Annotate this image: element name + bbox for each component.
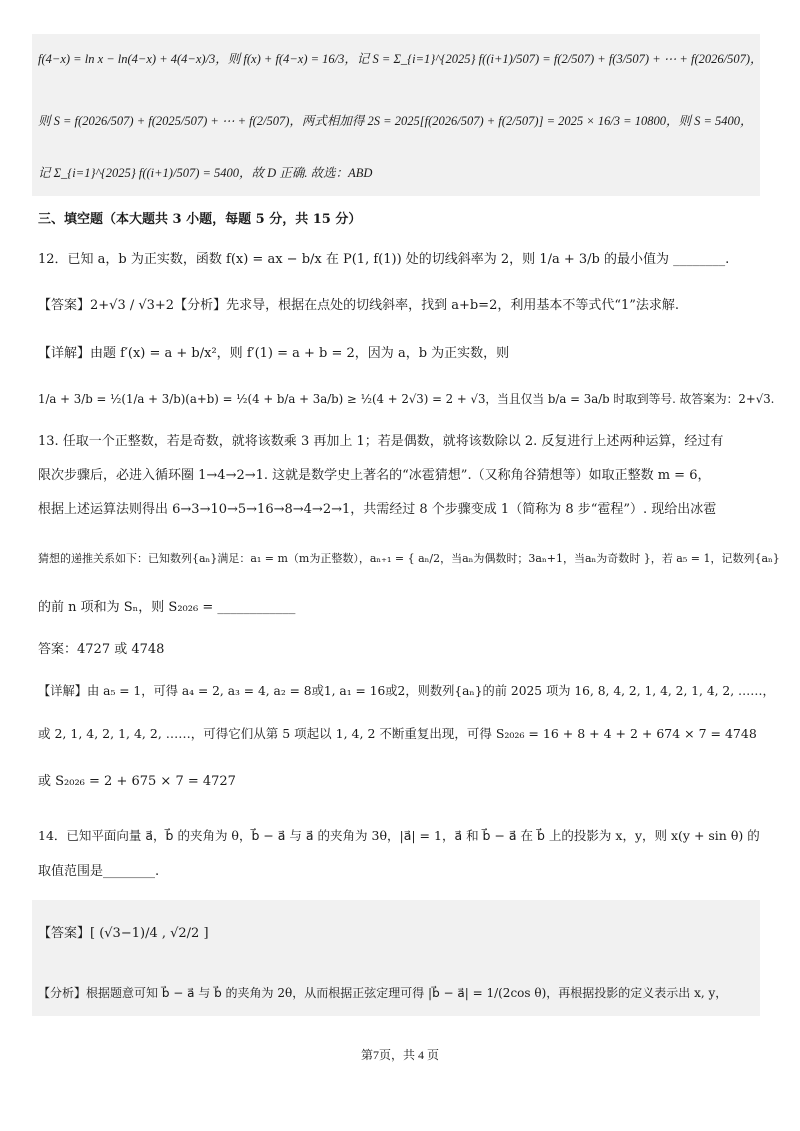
- section-heading: 三、填空题（本大题共 3 小题，每题 5 分，共 15 分）: [38, 212, 362, 227]
- q13-line-5: 的前 n 项和为 Sₙ，则 S₂₀₂₆ = ____________: [38, 600, 296, 615]
- q13-line-2: 限次步骤后，必进入循环圈 1→4→2→1. 这就是数学史上著名的“冰雹猜想”.（又称角谷猜想等）如取正整数 m = 6，: [38, 468, 711, 483]
- q12-answer: 【答案】2+√3 / √3+2【分析】先求导，根据在点处的切线斜率，找到 a+b=2，利用基本不等式代“1”法求解.: [38, 298, 680, 313]
- q13-line-4: 猜想的递推关系如下：已知数列{aₙ}满足：a₁ = m（m为正整数），aₙ₊₁ = { aₙ/2，当aₙ为偶数时；3aₙ+1，当aₙ为奇数时 }，若 a₅ = 1，记数列{aₙ}: [38, 552, 780, 565]
- continuation-line-3: 记 Σ_{i=1}^{2025} f((i+1)/507) = 5400，故 D 正确. 故选：ABD: [38, 166, 373, 180]
- q12-question: 12．已知 a，b 为正实数，函数 f(x) = ax − b/x 在 P(1, f(1)) 处的切线斜率为 2，则 1/a + 3/b 的最小值为 ________.: [38, 252, 730, 267]
- continuation-line-1: f(4−x) = ln x − ln(4−x) + 4(4−x)/3，则 f(x) + f(4−x) = 16/3，记 S = Σ_{i=1}^{2025} f((i+1)/507) = f(2/507) + f(3/507) + ⋯ + f(2026/507)，: [38, 52, 763, 66]
- q13-detail-3: 或 S₂₀₂₆ = 2 + 675 × 7 = 4727: [38, 774, 236, 789]
- page-footer: 第7页，共 4 页: [360, 1048, 439, 1062]
- q14-answer: 【答案】[ (√3−1)/4 , √2/2 ]: [38, 926, 209, 941]
- q14-line-2: 取值范围是________.: [38, 864, 160, 879]
- q13-detail-1: 【详解】由 a₅ = 1，可得 a₄ = 2, a₃ = 4, a₂ = 8或1, a₁ = 16或2，则数列{aₙ}的前 2025 项为 16, 8, 4, 2, 1, 4, 2, 1, 4, 2, ……，: [38, 684, 775, 698]
- q13-line-1: 13. 任取一个正整数，若是奇数，就将该数乘 3 再加上 1；若是偶数，就将该数除以 2. 反复进行上述两种运算，经过有: [38, 434, 724, 449]
- q14-line-1: 14．已知平面向量 a⃗，b⃗ 的夹角为 θ，b⃗ − a⃗ 与 a⃗ 的夹角为 3θ，|a⃗| = 1，a⃗ 和 b⃗ − a⃗ 在 b⃗ 上的投影为 x，y，则 x(y + sin θ) 的: [38, 828, 760, 843]
- continuation-line-2: 则 S = f(2026/507) + f(2025/507) + ⋯ + f(2/507)，两式相加得 2S = 2025[f(2026/507) + f(2/507)] = 2025 × 16/3 = 10800，则 S = 5400，: [38, 114, 753, 128]
- q13-line-3: 根据上述运算法则得出 6→3→10→5→16→8→4→2→1，共需经过 8 个步骤变成 1（简称为 8 步“雹程”）. 现给出冰雹: [38, 502, 717, 517]
- q12-detail-1: 【详解】由题 f′(x) = a + b/x²，则 f′(1) = a + b = 2，因为 a，b 为正实数，则: [38, 346, 510, 361]
- q13-answer: 答案：4727 或 4748: [38, 642, 165, 657]
- q13-detail-2: 或 2, 1, 4, 2, 1, 4, 2, ……，可得它们从第 5 项起以 1, 4, 2 不断重复出现，可得 S₂₀₂₆ = 16 + 8 + 4 + 2 + 674 × 7 = 4748: [38, 726, 757, 741]
- q12-detail-2: 1/a + 3/b = ½(1/a + 3/b)(a+b) = ½(4 + b/a + 3a/b) ≥ ½(4 + 2√3) = 2 + √3，当且仅当 b/a = 3a/b 时取到等号. 故答案为：2+√3.: [38, 392, 775, 406]
- q14-analysis: 【分析】根据题意可知 b⃗ − a⃗ 与 b⃗ 的夹角为 2θ，从而根据正弦定理可得 |b⃗ − a⃗| = 1/(2cos θ)，再根据投影的定义表示出 x, y，: [38, 986, 728, 1000]
